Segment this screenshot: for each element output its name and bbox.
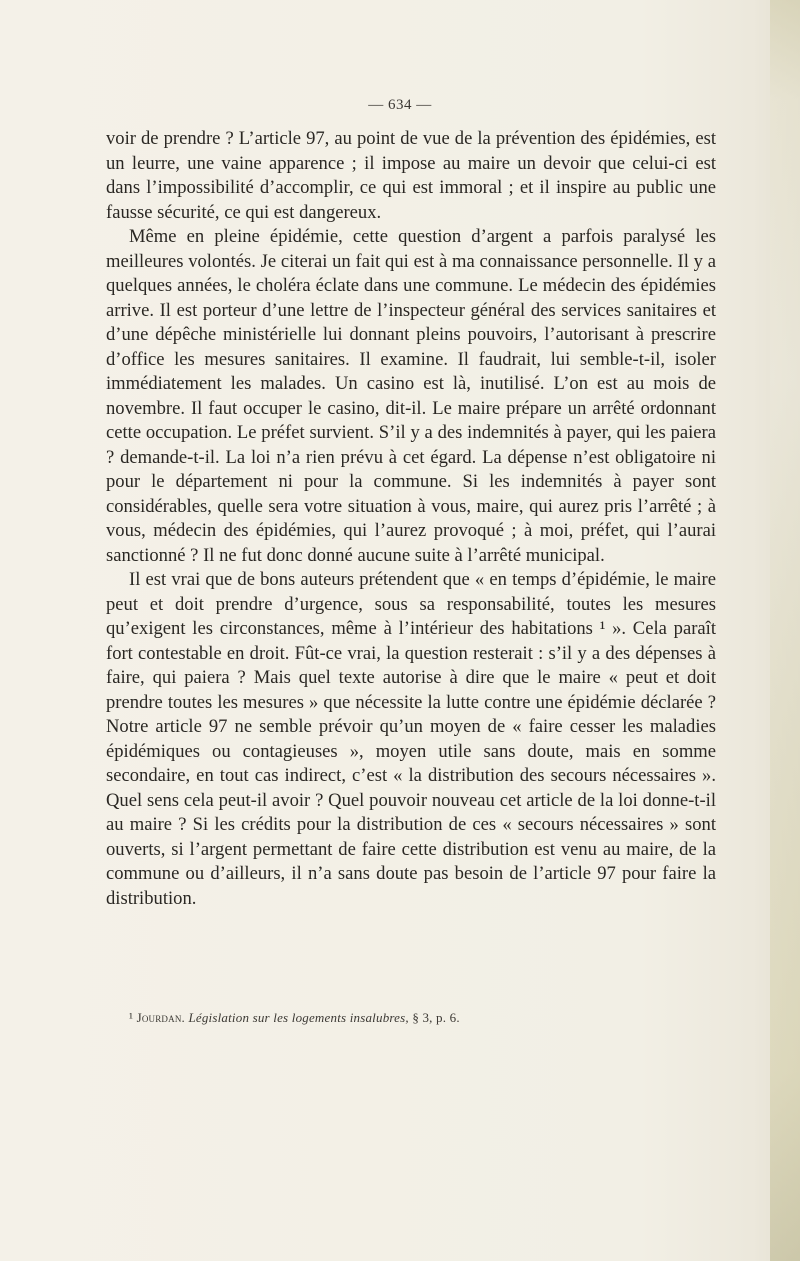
paragraph-2: Même en pleine épidémie, cette question d’argent a parfois paralysé les meilleures volontés. Je citerai un fait qui est à ma connaissance personnelle. Il y a quelques années, le choléra éclate dans une commune. Le médecin des épidémies arrive. Il est porteur d’une lettre de l’inspecteur général des services sanitaires et d’une dépêche ministérielle lui donnant pleins pouvoirs, l’autorisant à prescrire d’office les mesures sanitaires. Il examine. Il faudrait, lui semble-t-il, isoler immédiatement les malades. Un casino est là, inutilisé. L’on est au mois de novembre. Il faut occuper le casino, dit-il. Le maire prépare un arrêté ordonnant cette occupation. Le préfet survient. S’il y a des indemnités à payer, qui les paiera ? demande-t-il. La loi n’a rien prévu à cet égard. La dépense n’est obligatoire ni pour le département ni pour la commune. Si les indemnités à payer sont considérables, quelle sera votre situation à vous, maire, qui aurez pris l’arrêté ; à vous, médecin des épidémies, qui l’aurez provoqué ; à moi, préfet, qui l’aurai sanctionné ? Il ne fut donc donné aucune suite à l’arrêté municipal.: [106, 226, 716, 566]
footnote-title: Législation sur les logements insalubres,: [188, 1010, 409, 1025]
paragraph-3: Il est vrai que de bons auteurs prétendent que « en temps d’épidémie, le maire peut et doit prendre d’urgence, sous sa responsabilité, toutes les mesures qu’exigent les circonstances, même à l’intérieur des habitations ¹ ». Cela paraît fort contestable en droit. Fût-ce vrai, la question resterait : s’il y a des dépenses à faire, qui paiera ? Mais quel texte autorise à dire que le maire « peut et doit prendre toutes les mesures » que nécessite la lutte contre une épidémie déclarée ? Notre article 97 ne semble prévoir qu’un moyen de « faire cesser les maladies épidémiques ou contagieuses », moyen utile sans doute, mais en somme secondaire, en tout cas indirect, c’est « la distribution des secours nécessaires ». Quel sens cela peut-il avoir ? Quel pouvoir nouveau cet article de la loi donne-t-il au maire ? Si les crédits pour la distribution de ces « secours nécessaires » sont ouverts, si l’argent permettant de faire cette distribution est venu au maire, de la commune ou d’ailleurs, il n’a sans doute pas besoin de l’article 97 pour faire la distribution.: [106, 569, 716, 909]
body-text: [106, 127, 716, 911]
footnote-ref: § 3, p. 6.: [412, 1010, 460, 1025]
footnote: [129, 1010, 460, 1026]
paragraph-1: voir de prendre ? L’article 97, au point de vue de la prévention des épidémies, est un leurre, une vaine apparence ; il impose au maire un devoir que celui-ci est dans l’impossibilité d’accomplir, ce qui est immoral ; et il inspire au public une fausse sécurité, ce qui est dangereux.: [106, 128, 716, 223]
page-number: — 634 —: [368, 97, 432, 113]
footnote-author: Jourdan.: [136, 1010, 185, 1025]
page-edge-stain: [770, 0, 800, 1261]
footnote-marker: ¹: [129, 1010, 134, 1025]
